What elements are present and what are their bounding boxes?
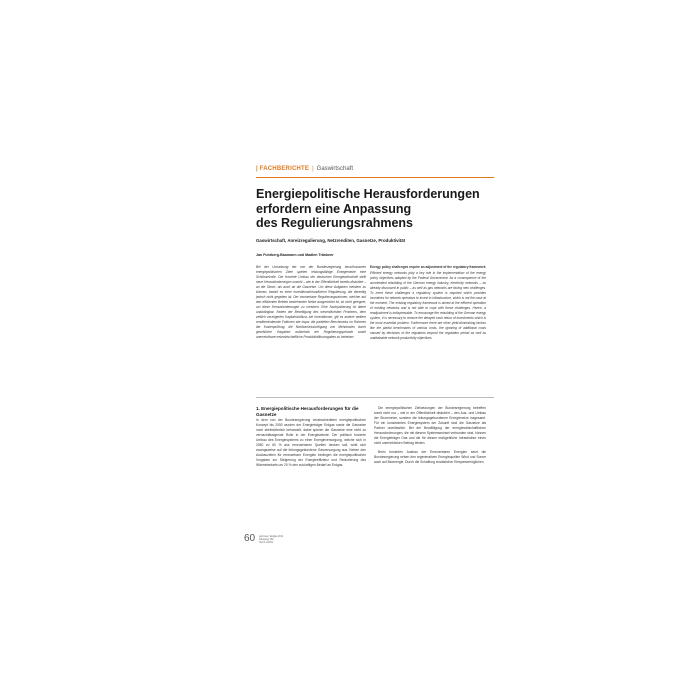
title-line-3: des Regulierungsrahmens	[256, 216, 413, 230]
page-number: 60	[244, 533, 256, 544]
right-paragraph-2: Beim forcierten Ausbau der Erneuerbaren Energien setzt die Bundesregierung neben den regenerativen Energiequellen Wind und Sonne auch auf Bioenergie. Durch die Schaffung zusätzlicher Einspeisemöglichen	[374, 450, 486, 464]
keywords: Gaswirtschaft, Anreizregulierung, Netzrenditen, Gasnetze, Produktivität	[256, 238, 406, 243]
body-column-right	[374, 406, 486, 469]
footer-info	[259, 535, 283, 544]
footer-line-2: Jahrgang 152	[259, 538, 274, 542]
header-bar: |	[256, 166, 258, 172]
footer-line-3: Heft 1-2/2011	[259, 541, 274, 545]
title-line-1: Energiepolitische Herausforderungen	[256, 187, 480, 201]
section-header	[256, 165, 494, 178]
abstract-divider	[256, 397, 494, 398]
body-column-left	[256, 406, 366, 468]
right-paragraph-1: Die energiepolitischen Zielsetzungen der Bundesregierung betreffen somit nicht nur – wie in der Öffentlichkeit diskutiert – den Aus- und Umbau der Stromnetze, sondern die leitungsgebundenen Energienetze insgesamt. Für ein konsistentes Energiesystem der Zukunft sind die Gasnetze als Partner unerlässlich. Bei der Bewältigung der energiewirtschaftlichen Herausforderungen, die mit diesem Systemwechsel verbunden sind, können die Energieträger Gas und die für diesen maßgebliche Infrastruktur einen nicht unerheblichen Beitrag leisten.	[374, 406, 486, 445]
header-section: FACHBERICHTE	[259, 166, 310, 172]
abstract-english	[370, 265, 486, 341]
header-subsection: Gaswirtschaft	[316, 166, 353, 172]
abstract-german: Bei der Umsetzung der von der Bundesregierung beschlossenen energiepolitischen Ziele spielen leistungsfähige Energienetze eine Schlüsselrolle. Der forcierte Umbau der deutschen Energiewirtschaft stellt neue Herausforderungen sowohl – wie in der Öffentlichkeit bereits diskutiert – an die Strom- als auch an die Gasnetze. Um diese Aufgaben meistern zu können, bedarf es einer investitionsfreundlichen Regulierung, die derzeitig jedoch nicht gegeben ist. Der momentane Regulierungsrahmen, welcher auf den effizienten Betrieb bestehender Netze ausgerichtet ist, ist nicht geeignet, um diese Herausforderungen zu meistern. Eine Nachjustierung ist daher unabdingbar. Neben der Beseitigung des wesentlichsten Problems, dem zeitlich verzögerten Kapitalrückfluss bei Investitionen, gilt es andere weitere renditemindernde Faktoren wie bspw. die partiellen Benchmarks im Rahmen der Kostenprüfung, die Nichtberücksichtigung von Mehrkosten durch gesetzliche Vorgaben außerhalb der Regulierungsperiode sowie unerreichbare netzwirtschaftliche Produktivitätsvorgaben zu beheben.	[256, 265, 366, 339]
journal-page	[226, 160, 494, 550]
title-line-2: erfordern eine Anpassung	[256, 201, 412, 216]
footer-line-1: gwf-Gas | Erdgas 2011	[259, 535, 284, 538]
authors: Jan Fuhrberg-Baumann und Madlen Tränkner	[256, 253, 334, 257]
article-title	[256, 187, 496, 231]
abstract-english-title: Energy policy challenges require an adjustment of the regulatory framework	[370, 265, 486, 269]
section-1-text: In dem von der Bundesregierung verabschiedeten energiepolitischen Konzept bis 2050 wurden der Energieträger Erdgas sowie die Gasnetze noch stiefmütterlich behandelt, dabei spielen die Gasnetze eine nicht zu vernachlässigende Rolle in der Energiewende. Der politisch forcierte Umbau des Energiesystems zu einer Energieversorgung, welche sich in 2050 zu 60 % aus erneuerbaren Quellen decken soll, wirkt sich zwangsweise auf die leitungsgebundene Gasversorgung aus. Neben den Ausbauzielen für erneuerbare Energien bedingen die energiepolitischen Vorgaben zur Steigerung der Energieeffizienz und Reduzierung des Wärmebedarfs um 20 % den zukünftigen Bedarf an Erdgas.	[256, 418, 366, 467]
section-1-title: 1. Energiepolitische Herausforderungen für die Gasnetze	[256, 406, 359, 417]
abstract-english-body: Efficient energy networks play a key role in the implementation of the energy policy objectives adopted by the Federal Government. As a consequence of the accelerated rebuilding of the German energy industry, electricity networks – as already discussed in public – as well as gas networks are facing new challenges. To meet these challenges a regulatory system is required which provides incentives for network operators to invest in infrastructure, which is not the case at the moment. The existing regulatory framework is aimed at the efficient operation of existing networks and is not able to cope with these challenges. Hence, a readjustment is indispensable. To encourage the rebuilding of the German energy system, it is necessary to remove the delayed cash return of investments which is the most essential problem. Furthermore there are other yield-diminishing factors like the partial benchmarks of various costs, the ignoring of additional costs caused by decisions of the regulators beyond the regulation period as well as unattainable network productivity objectives.	[370, 271, 486, 340]
header-separator: |	[312, 166, 314, 172]
